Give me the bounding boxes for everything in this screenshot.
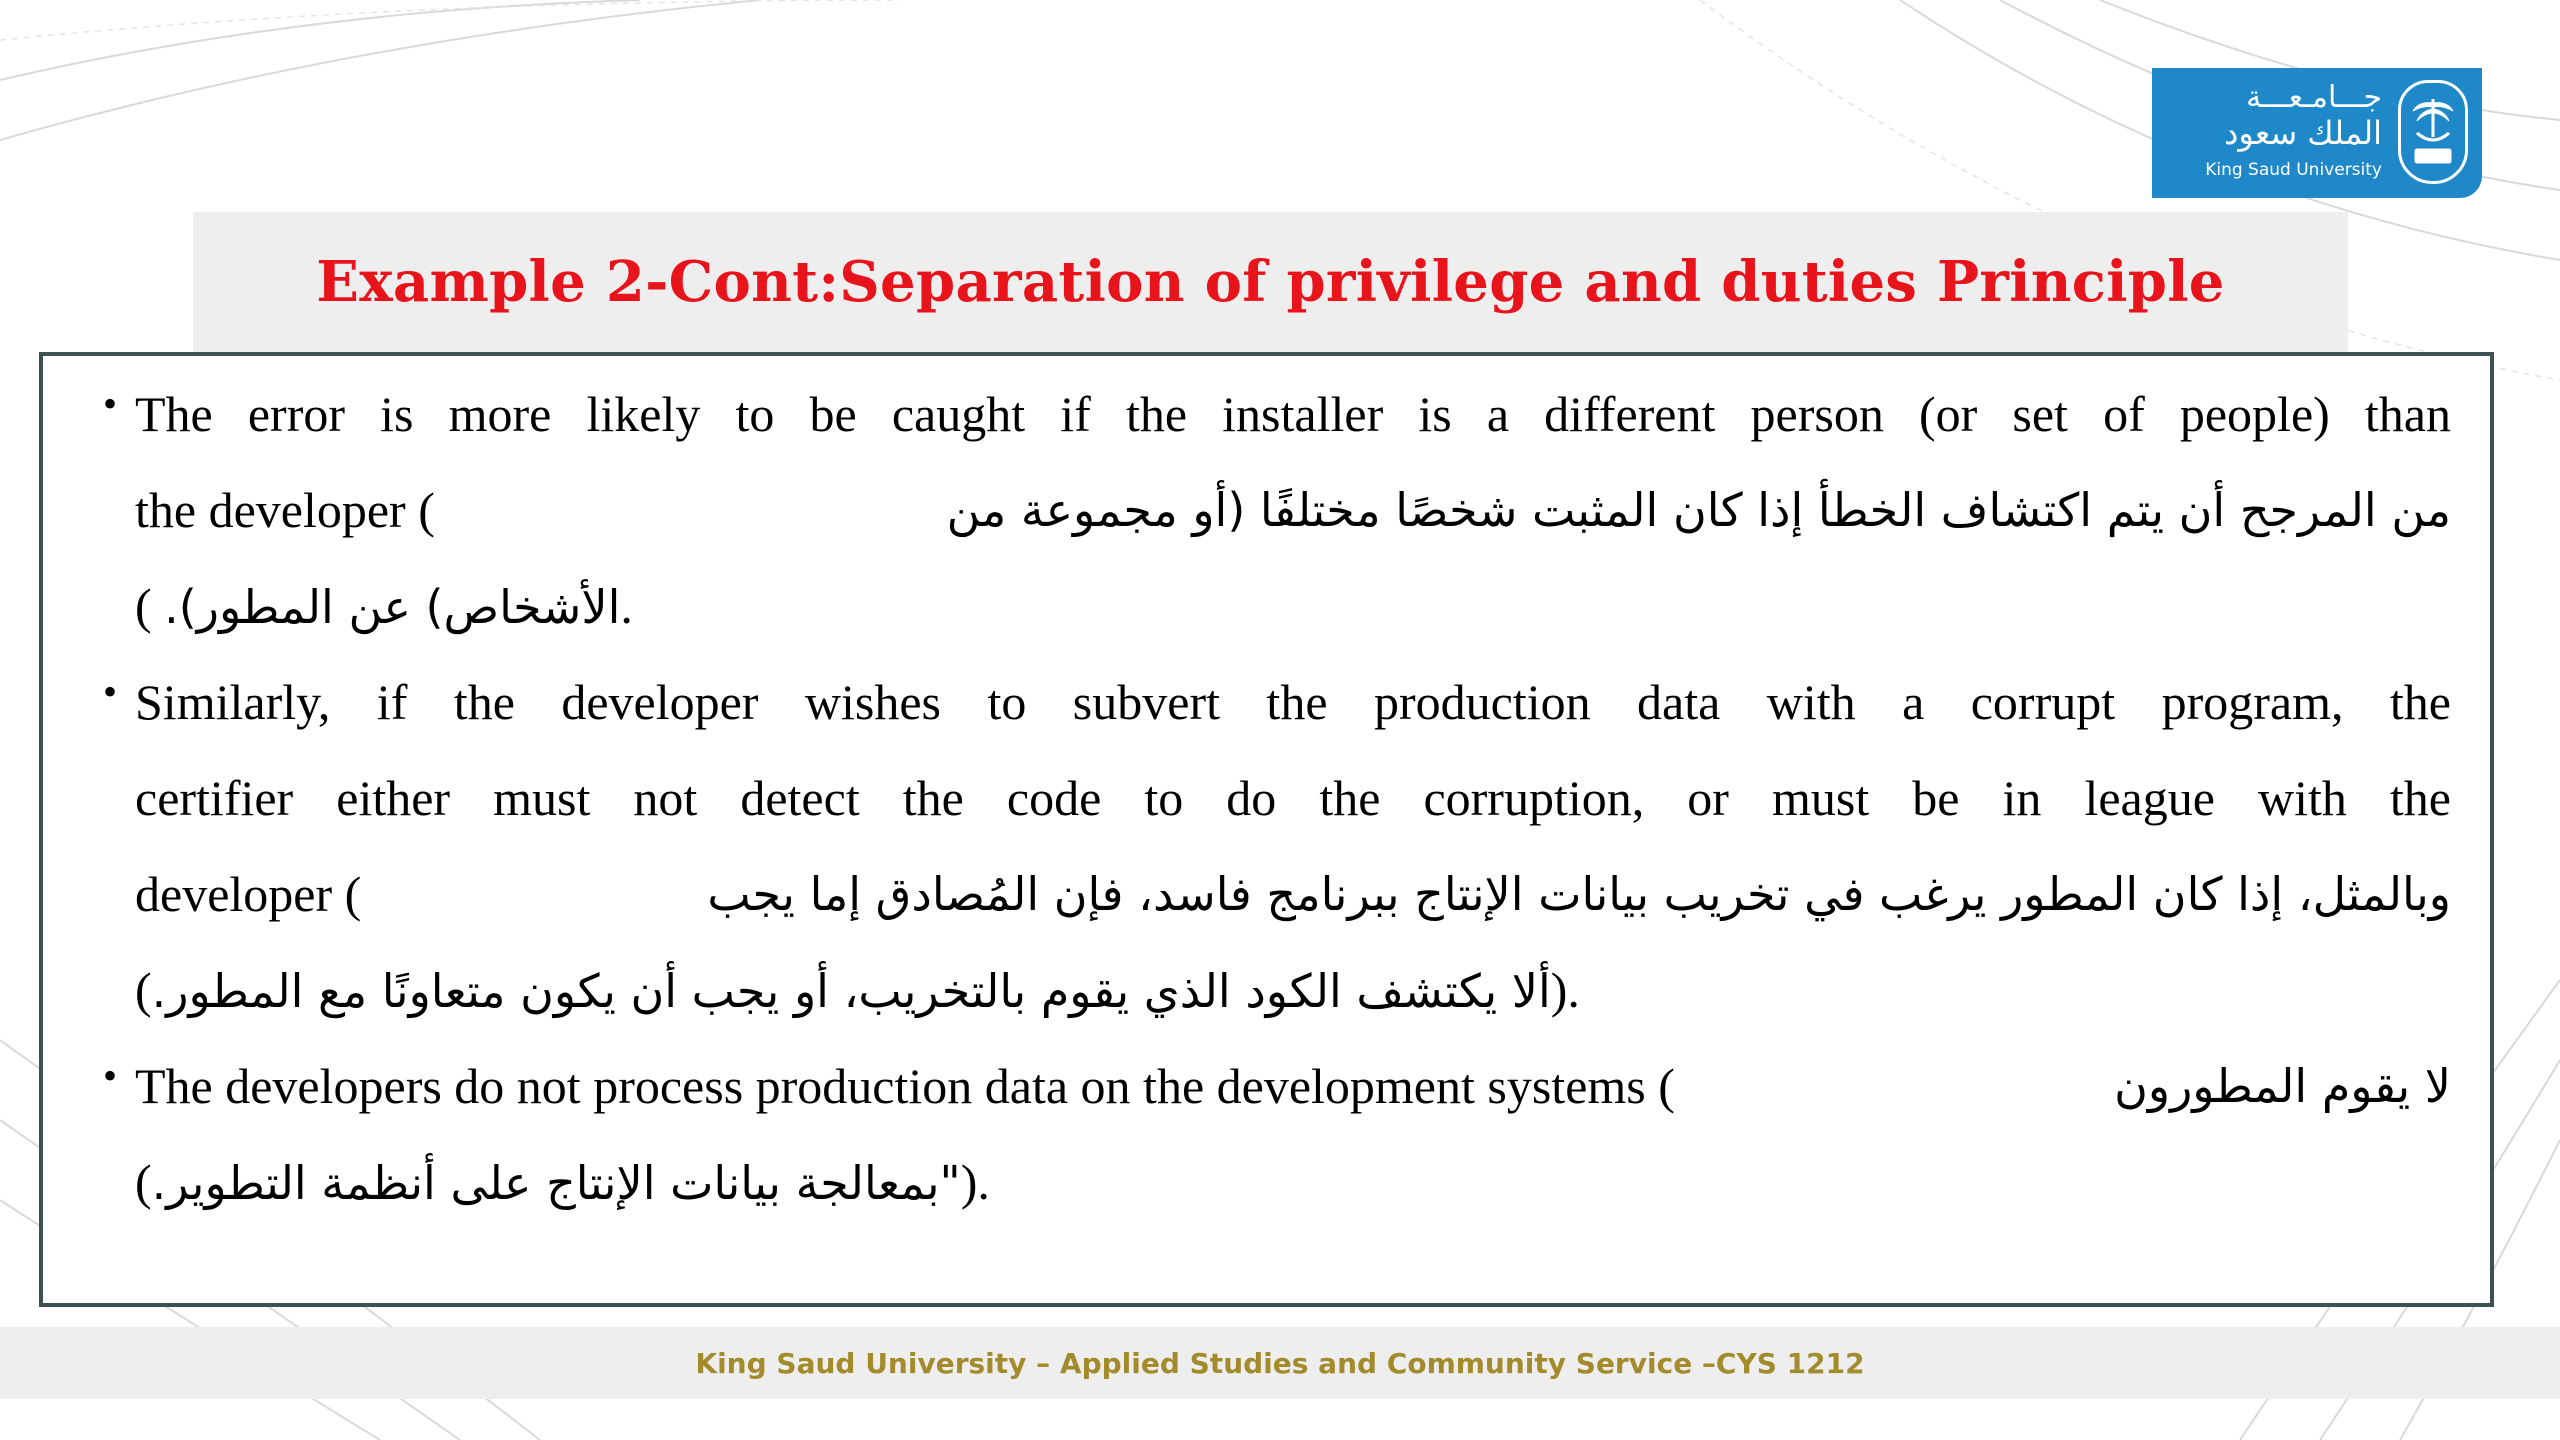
text-line [135, 1038, 2451, 1134]
bullet-dot: • [103, 669, 118, 714]
line-prefix: ( [135, 962, 152, 1018]
line-text-ar: من المرجح أن يتم اكتشاف الخطأ إذا كان المثبت شخصًا مختلفًا (أو مجموعة من [946, 483, 2451, 537]
line-suffix: ). [960, 1154, 990, 1210]
line-prefix: ( [135, 578, 165, 634]
title-band [193, 212, 2348, 352]
text-line [135, 942, 2451, 1038]
line-text-en: the developer ( [135, 482, 435, 538]
footer-band [0, 1327, 2560, 1399]
line-text-ar: ألا يكتشف الكود الذي يقوم بالتخريب، أو يجب أن يكون متعاونًا مع المطور. [151, 964, 1551, 1018]
line-suffix: . [620, 578, 633, 634]
content-box [39, 352, 2494, 1307]
university-logo [2152, 68, 2482, 198]
line-text-en: Similarly, if the developer wishes to subvert the production data with a corrupt program, the [135, 674, 2451, 730]
line-text-en: certifier either must not detect the code to do the corruption, or must be in league with the [135, 770, 2451, 826]
logo-arabic-line2: الملك سعود [2224, 114, 2382, 152]
text-line [135, 750, 2451, 846]
slide-title: Example 2-Cont:Separation of privilege and duties Principle [316, 249, 2225, 315]
text-line [135, 366, 2451, 462]
text-line [135, 654, 2451, 750]
bullet-dot: • [103, 1053, 118, 1098]
footer-text: King Saud University – Applied Studies and Community Service –CYS 1212 [695, 1346, 1865, 1380]
bullet-dot: • [103, 381, 118, 426]
text-line [135, 846, 2451, 942]
line-prefix: ( [135, 1154, 152, 1210]
line-text-en: developer ( [135, 866, 362, 922]
logo-arabic-line1: جـــامـعـــة [2246, 80, 2382, 115]
line-text-ar: وبالمثل، إذا كان المطور يرغب في تخريب بيانات الإنتاج ببرنامج فاسد، فإن المُصادق إما يجب [707, 867, 2451, 921]
logo-english-name: King Saud University [2205, 160, 2382, 180]
line-suffix: ). [1550, 962, 1580, 1018]
text-line [135, 462, 2451, 558]
line-text-en: The error is more likely to be caught if the installer is a different person (or set of people) than [135, 386, 2451, 442]
line-text-ar: "بمعالجة بيانات الإنتاج على أنظمة التطوير. [151, 1156, 961, 1210]
line-text-ar: الأشخاص) عن المطور). [164, 580, 621, 634]
line-text-ar: لا يقوم المطورون [2114, 1059, 2451, 1113]
palm-swords-emblem-icon [2398, 80, 2468, 184]
text-line [135, 1134, 2451, 1230]
line-text-en: The developers do not process production data on the development systems ( [135, 1058, 1675, 1114]
text-line [135, 558, 2451, 654]
